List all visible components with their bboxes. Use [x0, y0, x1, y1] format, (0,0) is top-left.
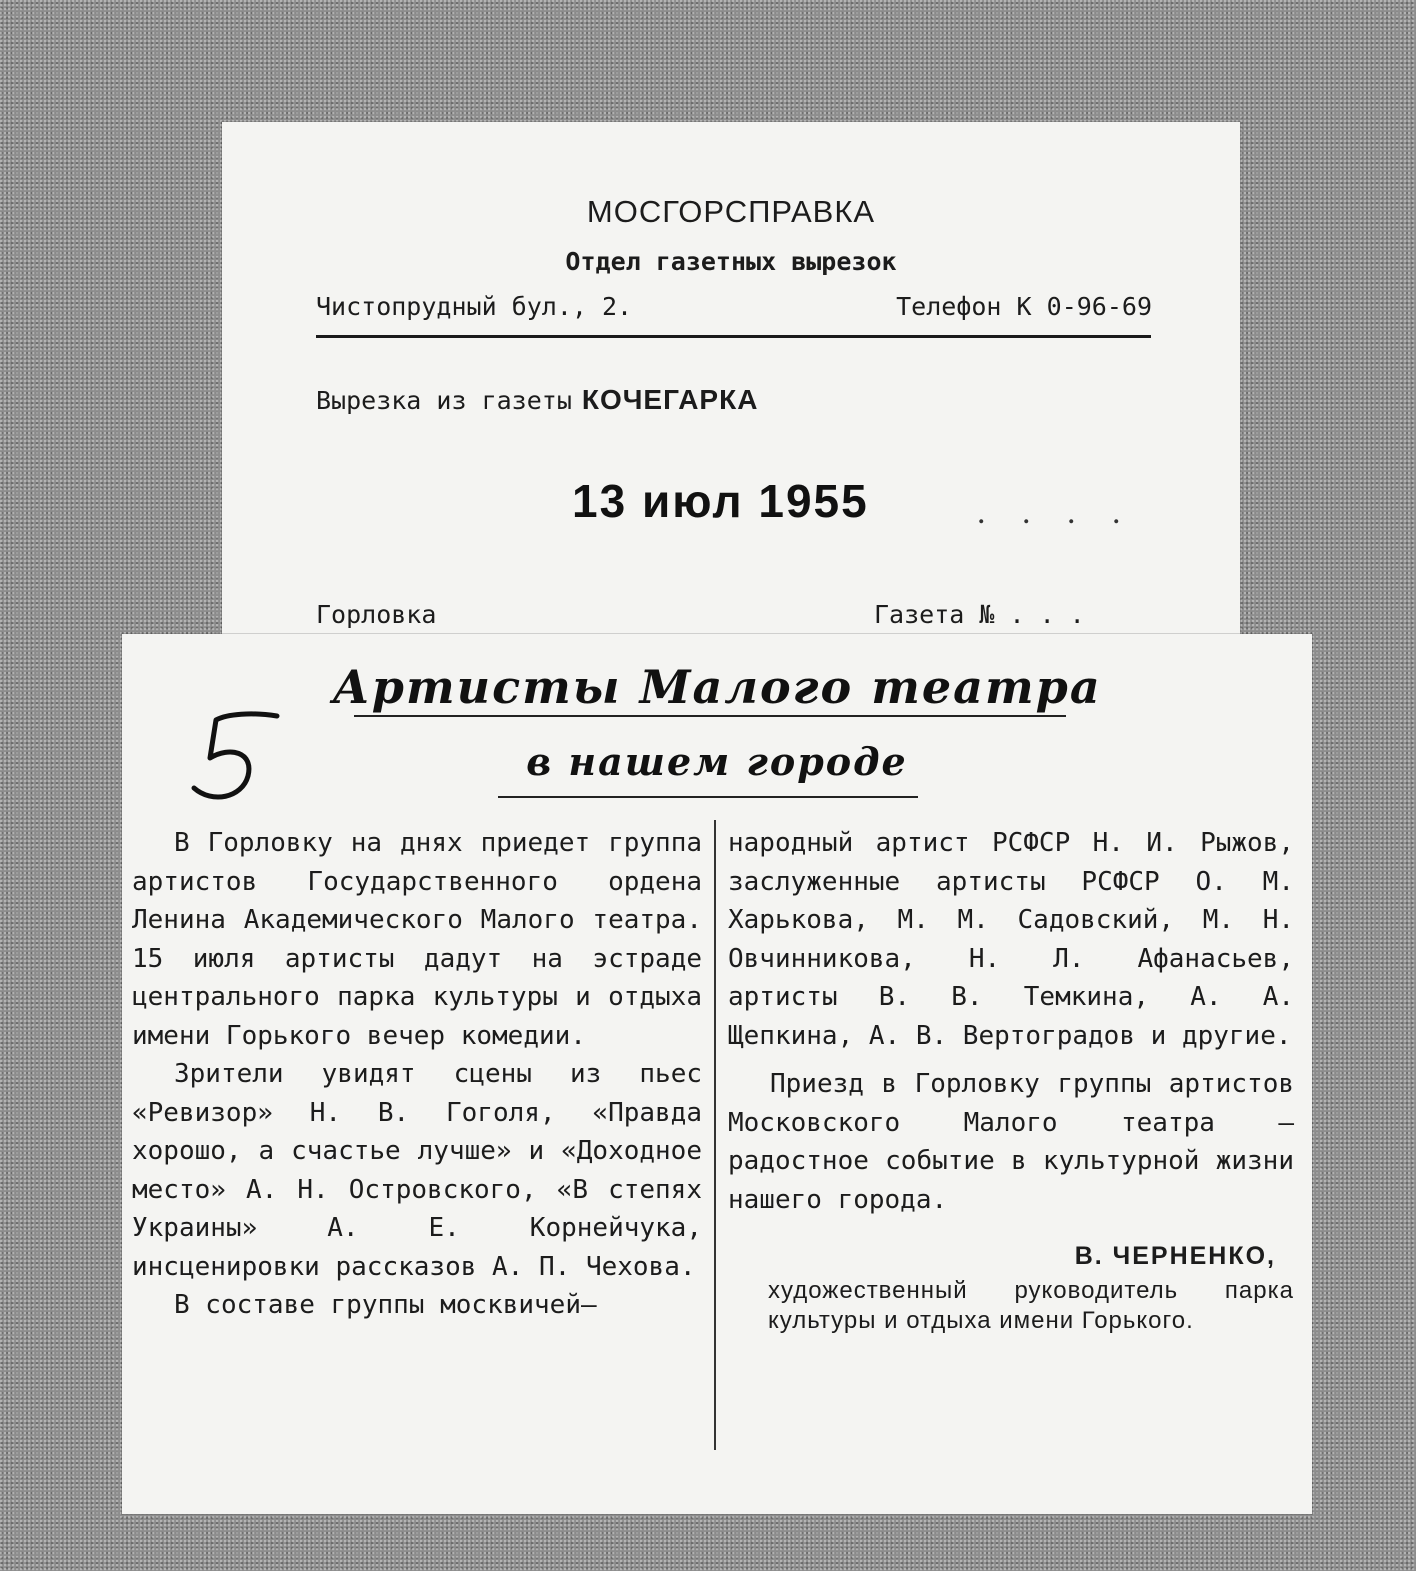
city: Горловка	[316, 600, 437, 629]
author-signature: В. ЧЕРНЕНКО,	[1074, 1242, 1276, 1270]
paragraph: В составе группы москвичей—	[174, 1290, 597, 1320]
author-role: художественный руководитель парка культуры и отдыха имени Горького.	[768, 1276, 1294, 1334]
header-slip	[222, 122, 1240, 637]
headline-main: Артисты Малого театра	[332, 660, 1102, 714]
headline-sub: в нашем городе	[526, 739, 908, 784]
paragraph: В Горловку на днях приедет группа артистов Государственного ордена Ленина Академического Малого театра. 15 июля артисты дадут на эстраде центрального парка культуры и отдыха имени Горького вечер комедии.	[132, 828, 702, 1051]
article-clipping	[122, 634, 1312, 1514]
source-name: КОЧЕГАРКА	[581, 384, 759, 415]
article-column-right	[728, 824, 1294, 1336]
headline-underline	[354, 715, 1066, 717]
column-divider	[714, 820, 716, 1450]
source-label: Вырезка из газеты	[316, 386, 572, 415]
date-stamp: 13 июл 1955	[572, 475, 869, 527]
org-title: МОСГОРСПРАВКА	[586, 194, 876, 229]
source-line	[316, 384, 758, 416]
header-rule	[316, 335, 1151, 338]
department-title: Отдел газетных вырезок	[565, 247, 897, 276]
article-column-left	[132, 824, 702, 1325]
paragraph: Приезд в Горловку группы артистов Московского Малого театра — радостное событие в культурной жизни нашего города.	[728, 1069, 1294, 1215]
phone: Телефон К 0-96-69	[896, 292, 1152, 321]
gazette-number: Газета № . . .	[874, 600, 1085, 629]
paragraph: Зрители увидят сцены из пьес «Ревизор» Н. В. Гоголя, «Правда хорошо, а счастье лучше» и «Доходное место» А. Н. Островского, «В степях Украины» А. Е. Корнейчука, инсценировки рассказов А. П. Чехова.	[132, 1059, 702, 1282]
address: Чистопрудный бул., 2.	[316, 292, 633, 321]
subheadline-underline	[498, 796, 918, 798]
date-dots: . . . .	[977, 494, 1135, 531]
paragraph: народный артист РСФСР Н. И. Рыжов, заслуженные артисты РСФСР О. М. Харькова, М. М. Садовский, М. Н. Овчинникова, Н. Л. Афанасьев, артисты В. В. Темкина, А. А. Щепкина, А. В. Вертоградов и другие.	[728, 828, 1294, 1051]
